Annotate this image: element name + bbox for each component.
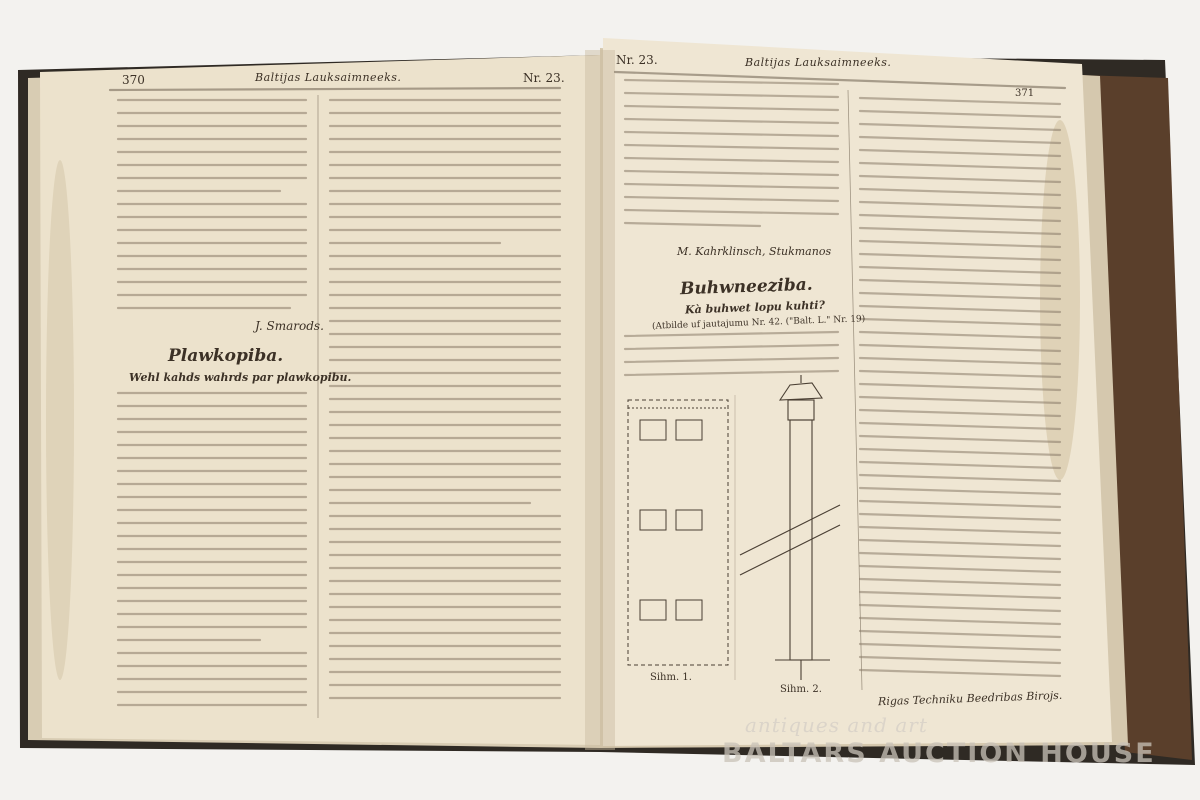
right-page-number: 371 — [1015, 88, 1035, 99]
section-title-buhwneeziba: Buhwneeziba. — [679, 274, 813, 300]
subheading-ka-buhwet: Kà buhwet lopu kuhti? — [684, 298, 826, 317]
left-article-signature: J. Smarods. — [255, 319, 324, 333]
section-title-plawkopiba: Plawkopiba. — [168, 346, 284, 366]
figure-1-caption: Sihm. 1. — [650, 672, 692, 683]
right-footer-signature: Rigas Techniku Beedribas Birojs. — [877, 688, 1063, 709]
page-stain — [46, 160, 74, 680]
gutter-shadow — [585, 50, 615, 750]
figure-2-caption: Sihm. 2. — [780, 684, 822, 695]
left-running-title: Baltijas Lauksaimneeks. — [255, 71, 402, 84]
right-running-title: Baltijas Lauksaimneeks. — [745, 56, 892, 69]
watermark-tagline: antiques and art — [745, 713, 928, 737]
watermark-auction-house: BALTARS AUCTION HOUSE — [722, 738, 1156, 769]
left-issue-number: Nr. 23. — [523, 71, 565, 85]
right-article-signature: M. Kahrklinsch, Stukmanos — [677, 245, 832, 258]
reference-note: (Atbilde uf jautajumu Nr. 42. ("Balt. L." Nr. 19) — [651, 314, 866, 332]
right-page — [603, 38, 1112, 746]
right-issue-number: Nr. 23. — [616, 53, 658, 67]
left-page-number: 370 — [122, 73, 145, 87]
subheading-wehl: Wehl kahds wahrds par plawkopibu. — [129, 371, 352, 384]
